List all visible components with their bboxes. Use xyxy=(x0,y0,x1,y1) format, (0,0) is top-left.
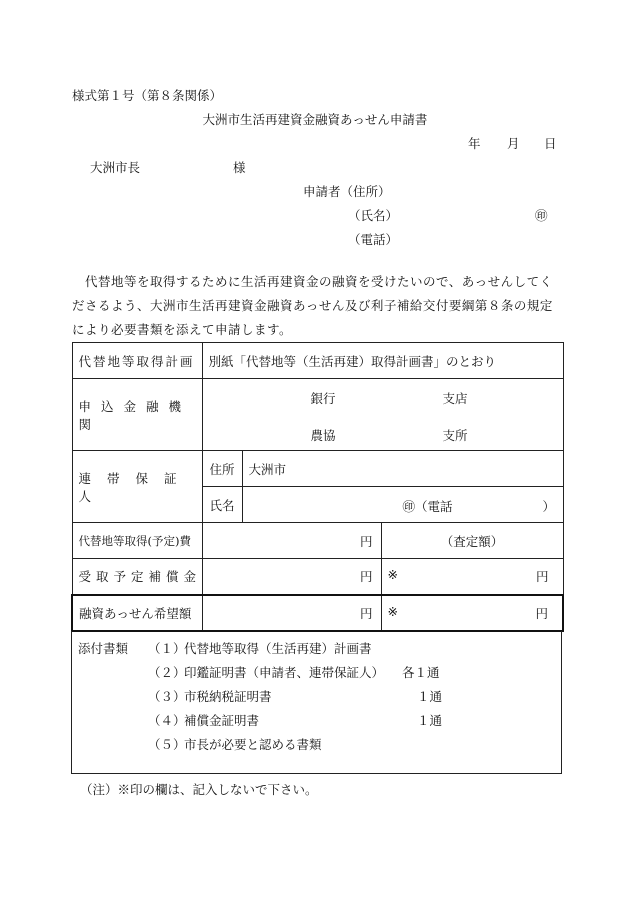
application-table xyxy=(71,342,564,632)
row-cost xyxy=(72,523,563,559)
plan-label: 代替地等取得計画 xyxy=(72,343,202,379)
addressee-name: 大洲市長 xyxy=(90,160,141,175)
date-month-label: 月 xyxy=(507,136,520,151)
loan-label: 融資あっせん希望額 xyxy=(72,595,202,631)
cost-amount-field[interactable] xyxy=(202,523,381,559)
cost-unit: 円 xyxy=(359,533,373,549)
attachment-5-num: （５） xyxy=(148,737,186,752)
guarantor-address-label: 住所 xyxy=(202,451,242,487)
attachment-3-qty: １通 xyxy=(417,689,443,704)
branch-label-text: 支店 xyxy=(442,391,468,406)
row-plan xyxy=(72,343,563,379)
row-compensation xyxy=(72,559,563,595)
guarantor-name-label: 氏名 xyxy=(202,487,242,523)
attachment-2-text: 印鑑証明書（申請者、連帯保証人） xyxy=(184,665,385,680)
guarantor-name-field[interactable] xyxy=(242,487,563,523)
form-number: 様式第１号（第８条関係） xyxy=(72,88,223,103)
compensation-amount-field[interactable] xyxy=(202,559,381,595)
attachment-3-text: 市税納税証明書 xyxy=(184,689,272,704)
applicant-name-label: （氏名） xyxy=(348,208,399,223)
attachment-4-num: （４） xyxy=(148,713,186,728)
loan-assessed-field xyxy=(381,595,563,631)
attachment-4-text: 補償金証明書 xyxy=(184,713,260,728)
row-bank xyxy=(72,379,563,451)
loan-unit2: 円 xyxy=(535,605,548,621)
date-year-label: 年 xyxy=(468,136,481,151)
footnote: （注）※印の欄は、記入しないで下さい。 xyxy=(80,782,318,797)
office-label-text: 支所 xyxy=(442,428,468,443)
guarantor-seal-phone: ㊞（電話 xyxy=(402,499,453,514)
cost-assessed-label: （査定額） xyxy=(381,523,563,559)
compensation-mark: ※ xyxy=(387,567,398,583)
row-guarantor-address xyxy=(72,451,563,487)
bank-label-text: 銀行 xyxy=(310,391,336,406)
attachments-label: 添付書類 xyxy=(78,641,129,656)
row-loan xyxy=(72,595,563,631)
attachment-3-num: （３） xyxy=(148,689,186,704)
attachment-4-qty: １通 xyxy=(417,713,443,728)
attachments-box xyxy=(71,631,562,774)
loan-unit: 円 xyxy=(359,605,373,621)
guarantor-label: 連帯保証人 xyxy=(72,451,202,523)
applicant-phone-label: （電話） xyxy=(348,232,399,247)
body-paragraph: 代替地等を取得するために生活再建資金の融資を受けたいので、あっせんしてくださるよう、大洲市生活再建資金融資あっせん及び利子補給交付要綱第８条の規定により必要書類を添えて申請します。 xyxy=(72,274,553,337)
coop-label-text: 農協 xyxy=(310,428,336,443)
attachment-2-num: （２） xyxy=(148,665,186,680)
addressee-honorific: 様 xyxy=(233,160,246,175)
compensation-unit2: 円 xyxy=(535,569,549,585)
bank-label: 申込金融機関 xyxy=(72,379,202,451)
date-day-label: 日 xyxy=(544,136,557,151)
attachment-1-text: 代替地等取得（生活再建）計画書 xyxy=(184,641,372,656)
document-title: 大洲市生活再建資金融資あっせん申請書 xyxy=(202,112,428,127)
bank-field[interactable] xyxy=(202,379,563,451)
applicant-seal-mark: ㊞ xyxy=(535,208,548,223)
attachment-1-num: （１） xyxy=(148,641,186,656)
compensation-assessed-field xyxy=(381,559,563,595)
loan-mark: ※ xyxy=(387,603,398,619)
plan-value: 別紙「代替地等（生活再建）取得計画書」のとおり xyxy=(202,343,563,379)
attachment-2-qty: 各１通 xyxy=(402,665,440,680)
compensation-label: 受取予定補償金 xyxy=(72,559,202,595)
compensation-unit: 円 xyxy=(359,569,373,585)
attachment-5-text: 市長が必要と認める書類 xyxy=(184,737,322,752)
cost-label: 代替地等取得(予定)費 xyxy=(72,523,202,559)
loan-amount-field[interactable] xyxy=(202,595,381,631)
guarantor-address-field[interactable]: 大洲市 xyxy=(242,451,563,487)
guarantor-phone-close: ） xyxy=(542,499,556,514)
applicant-address-label: 申請者（住所） xyxy=(303,184,391,199)
